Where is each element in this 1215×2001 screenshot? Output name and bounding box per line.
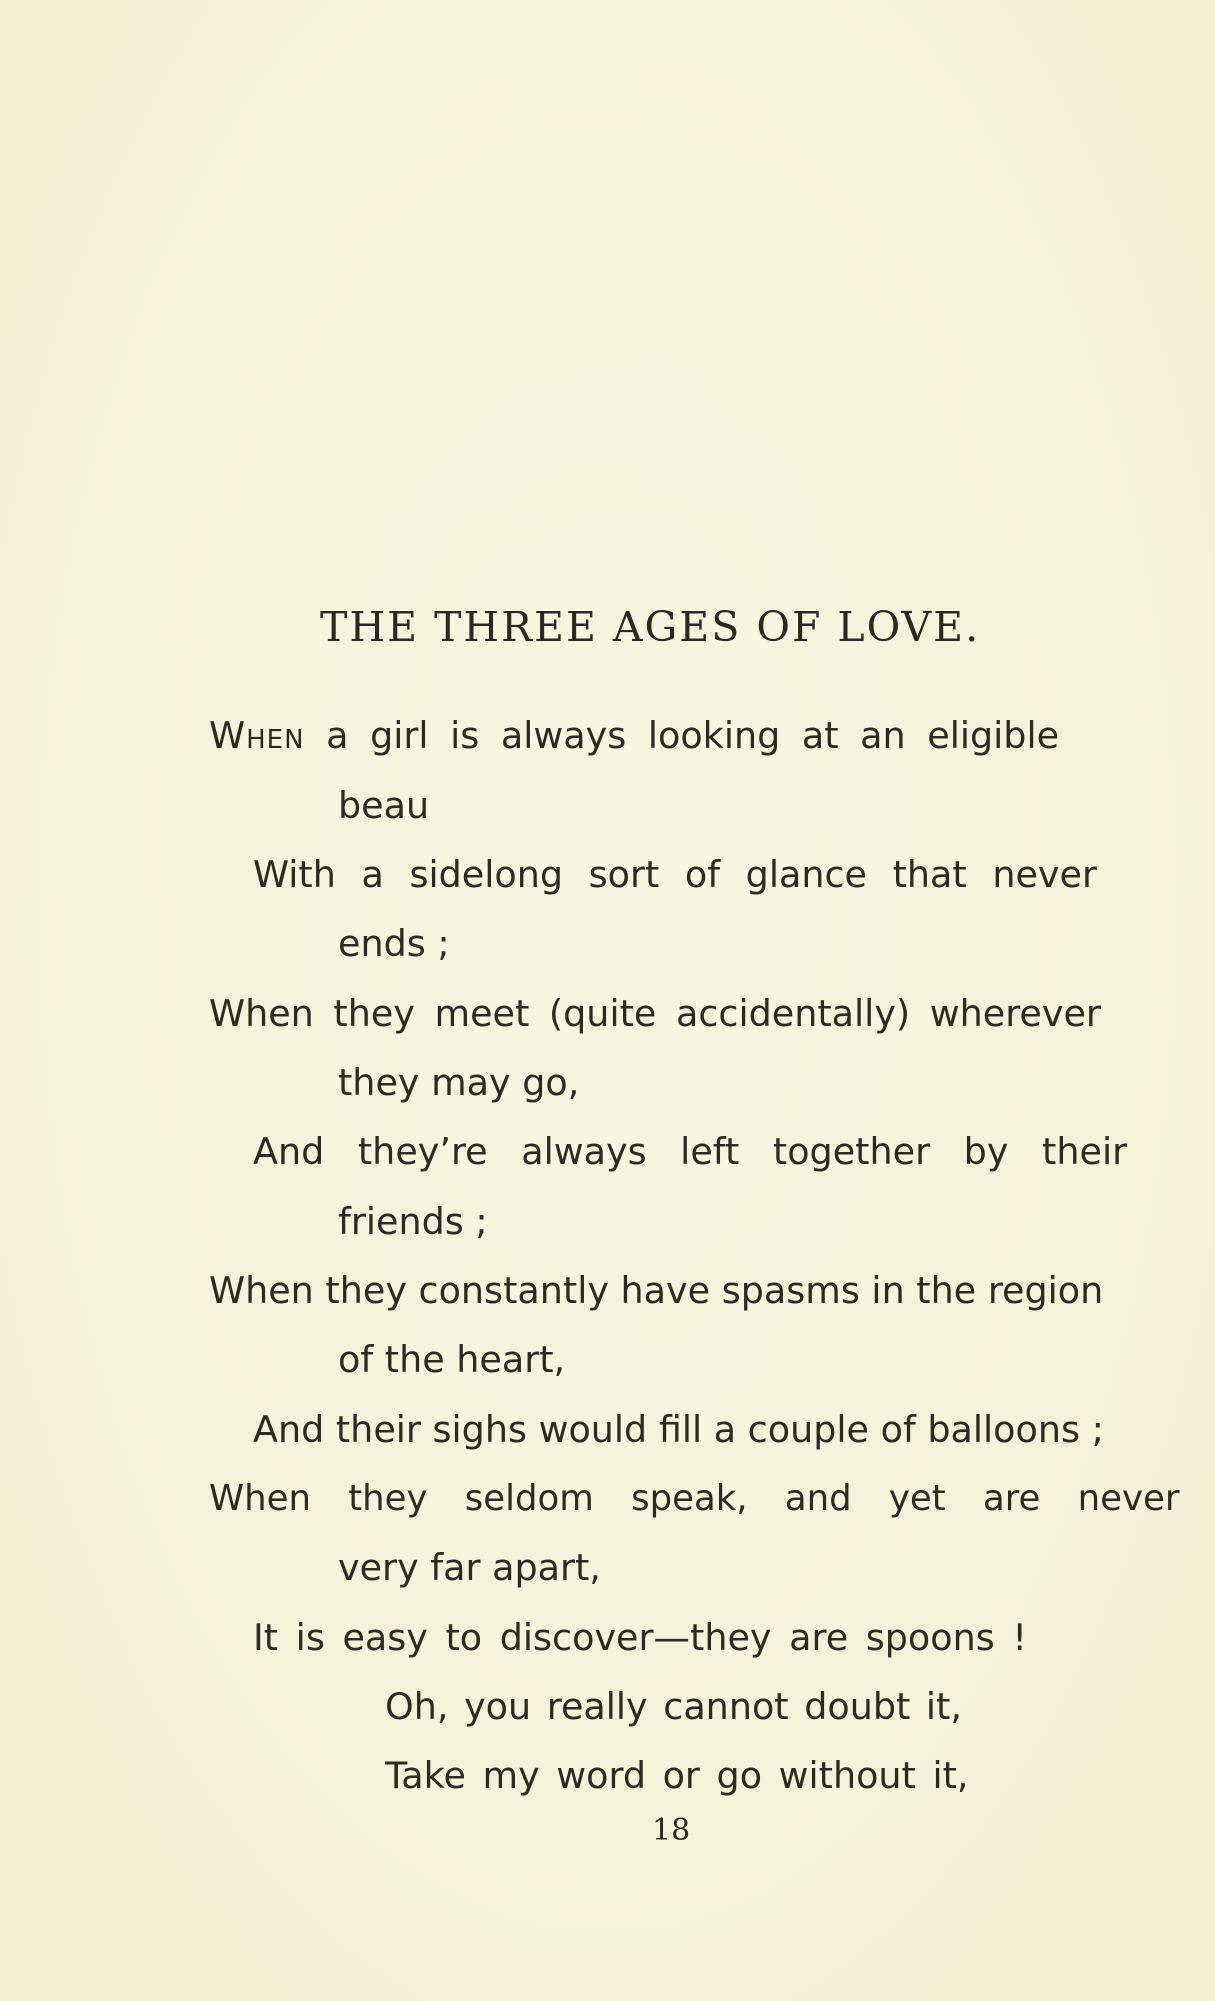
poem-line-7: And they’re always left together by their: [253, 1130, 1128, 1173]
poem-line-4: ends ;: [338, 922, 450, 965]
poem-line-9: When they constantly have spasms in the region: [209, 1269, 1104, 1312]
poem-title: THE THREE AGES OF LOVE.: [320, 603, 981, 651]
poem-line-14: It is easy to discover—they are spoons !: [253, 1616, 1027, 1659]
poem-line-16: Take my word or go without it,: [385, 1754, 969, 1797]
poem-line-5: When they meet (quite accidentally) wherever: [209, 992, 1101, 1035]
lead-word: When: [209, 714, 305, 757]
poem-line-8: friends ;: [338, 1200, 488, 1243]
poem-line-12: When they seldom speak, and yet are never: [209, 1478, 1180, 1519]
poem-line-3: With a sidelong sort of glance that never: [253, 853, 1097, 896]
poem-line-2: beau: [338, 784, 430, 827]
poem-line-15: Oh, you really cannot doubt it,: [385, 1685, 962, 1728]
page-number: 18: [652, 1813, 691, 1848]
poem-line-11: And their sighs would fill a couple of balloons ;: [253, 1408, 1104, 1451]
poem-line-6: they may go,: [338, 1061, 580, 1104]
poem-line-1: [209, 714, 1171, 757]
poem-line-1-text: a girl is always looking at an eligible: [326, 714, 1060, 757]
poem-line-10: of the heart,: [338, 1338, 566, 1381]
poem-line-13: very far apart,: [338, 1546, 601, 1589]
